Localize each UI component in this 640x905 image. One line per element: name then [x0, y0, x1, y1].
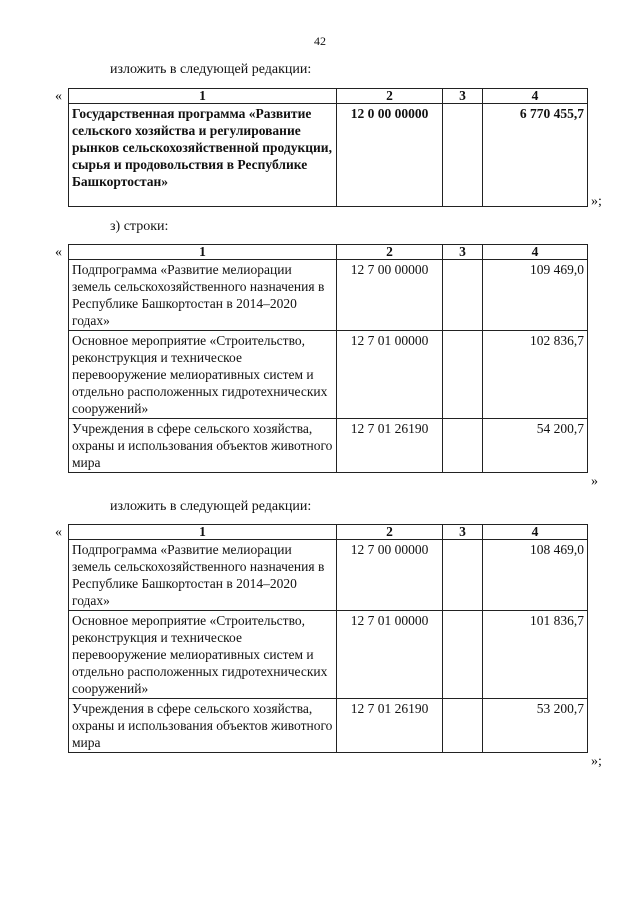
header-col-2: 2 [337, 525, 443, 540]
close-quote-3: »; [591, 754, 602, 769]
row-col3 [443, 540, 483, 611]
table-row [69, 260, 588, 331]
table-row [69, 540, 588, 611]
header-col-3: 3 [443, 89, 483, 104]
close-quote-2: » [591, 474, 598, 489]
table-header-row [69, 525, 588, 540]
row-name: Подпрограмма «Развитие мелиорации земель сельскохозяйственного назначения в Республике Башкортостан в 2014–2020 годах» [69, 260, 337, 331]
header-col-2: 2 [337, 89, 443, 104]
row-amount: 109 469,0 [483, 260, 588, 331]
open-quote-3: « [55, 525, 62, 540]
table-row [69, 419, 588, 473]
paragraph-edit-2: изложить в следующей редакции: [110, 499, 312, 514]
header-col-1: 1 [69, 245, 337, 260]
row-code: 12 0 00 00000 [337, 104, 443, 207]
table-row [69, 331, 588, 419]
row-code: 12 7 00 00000 [337, 260, 443, 331]
row-name: Подпрограмма «Развитие мелиорации земель сельскохозяйственного назначения в Республике Башкортостан в 2014–2020 годах» [69, 540, 337, 611]
row-amount: 108 469,0 [483, 540, 588, 611]
table-2 [68, 244, 588, 473]
row-amount: 6 770 455,7 [483, 104, 588, 207]
header-col-4: 4 [483, 525, 588, 540]
row-name: Учреждения в сфере сельского хозяйства, охраны и использования объектов животного мира [69, 699, 337, 753]
row-col3 [443, 419, 483, 473]
table-row [69, 104, 588, 207]
row-code: 12 7 01 00000 [337, 611, 443, 699]
header-col-1: 1 [69, 525, 337, 540]
open-quote-2: « [55, 245, 62, 260]
paragraph-edit-1: изложить в следующей редакции: [110, 62, 312, 77]
row-col3 [443, 260, 483, 331]
row-amount: 102 836,7 [483, 331, 588, 419]
table-header-row [69, 89, 588, 104]
table-3 [68, 524, 588, 753]
row-amount: 101 836,7 [483, 611, 588, 699]
row-code: 12 7 01 26190 [337, 419, 443, 473]
row-code: 12 7 00 00000 [337, 540, 443, 611]
header-col-1: 1 [69, 89, 337, 104]
row-code: 12 7 01 00000 [337, 331, 443, 419]
table-row [69, 611, 588, 699]
page-number: 42 [314, 34, 326, 48]
table-header-row [69, 245, 588, 260]
row-name: Основное мероприятие «Строительство, реконструкция и техническое перевооружение мелиоративных систем и отдельно расположенных гидротехнических сооружений» [69, 611, 337, 699]
row-name: Государственная программа «Развитие сельского хозяйства и регулирование рынков сельскохозяйственной продукции, сырья и продовольствия в Республике Башкортостан» [69, 104, 337, 207]
row-col3 [443, 699, 483, 753]
table-row [69, 699, 588, 753]
header-col-3: 3 [443, 525, 483, 540]
header-col-4: 4 [483, 245, 588, 260]
row-code: 12 7 01 26190 [337, 699, 443, 753]
row-col3 [443, 104, 483, 207]
row-amount: 54 200,7 [483, 419, 588, 473]
row-col3 [443, 331, 483, 419]
open-quote-1: « [55, 89, 62, 104]
row-amount: 53 200,7 [483, 699, 588, 753]
header-col-2: 2 [337, 245, 443, 260]
row-name: Учреждения в сфере сельского хозяйства, охраны и использования объектов животного мира [69, 419, 337, 473]
row-col3 [443, 611, 483, 699]
header-col-4: 4 [483, 89, 588, 104]
close-quote-1: »; [591, 194, 602, 209]
paragraph-rows: з) строки: [110, 219, 169, 234]
table-1 [68, 88, 588, 207]
header-col-3: 3 [443, 245, 483, 260]
row-name: Основное мероприятие «Строительство, реконструкция и техническое перевооружение мелиоративных систем и отдельно расположенных гидротехнических сооружений» [69, 331, 337, 419]
